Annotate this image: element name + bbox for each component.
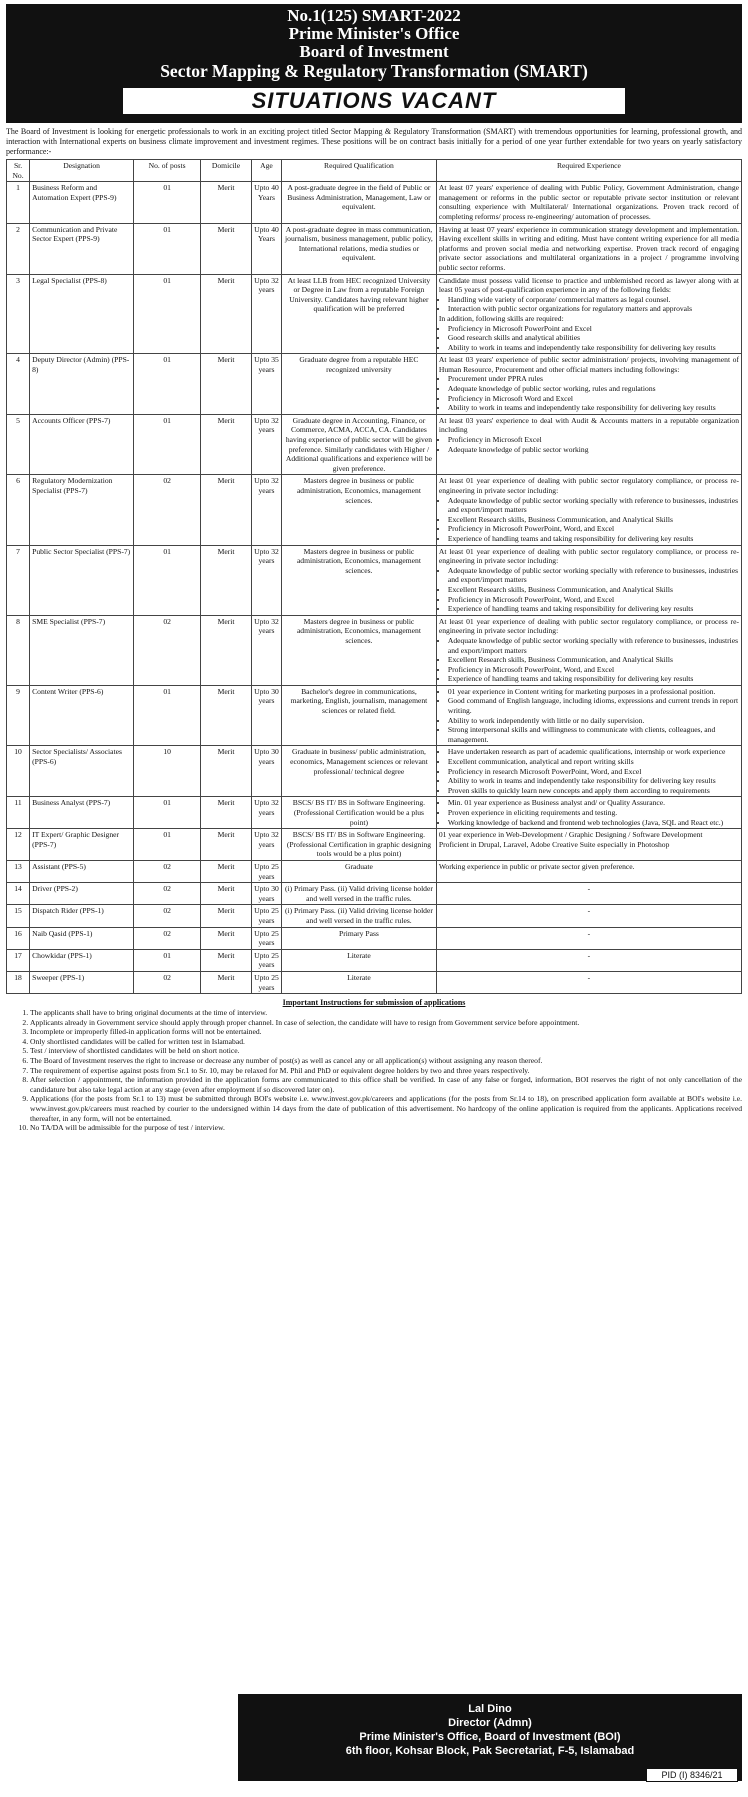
cell-experience	[436, 182, 741, 223]
cell-age: Upto 30 years	[251, 883, 281, 905]
experience-bullet: • Proficiency in research Microsoft PowerPoint, Word, and Excel	[448, 767, 739, 777]
cell-sr: 1	[7, 182, 30, 223]
instructions-title: Important Instructions for submission of applications	[282, 998, 466, 1008]
cell-age: Upto 30 years	[251, 685, 281, 746]
experience-bullet: • Proficiency in Microsoft PowerPoint, Word, and Excel	[448, 524, 739, 534]
cell-posts: 01	[134, 545, 201, 615]
cell-domicile: Merit	[201, 354, 252, 415]
board-name: Board of Investment	[299, 42, 449, 61]
table-row	[7, 274, 742, 354]
experience-bullet: • Proficiency in Microsoft Word and Excel	[448, 394, 739, 404]
cell-experience	[436, 615, 741, 685]
cell-sr: 18	[7, 971, 30, 993]
cell-age: Upto 32 years	[251, 545, 281, 615]
cell-sr: 17	[7, 949, 30, 971]
cell-posts: 01	[134, 949, 201, 971]
experience-bullet: • Adequate knowledge of public sector working	[448, 445, 739, 455]
cell-sr: 4	[7, 354, 30, 415]
cell-designation: Accounts Officer (PPS-7)	[30, 414, 134, 475]
experience-text: -	[587, 884, 591, 894]
experience-bullet: • Good research skills and analytical abilities	[448, 333, 739, 343]
cell-designation: Regulatory Modernization Specialist (PPS-7)	[30, 475, 134, 545]
experience-bullet: • Proven skills to quickly learn new concepts and apply them according to requirements	[448, 786, 739, 796]
cell-domicile: Merit	[201, 475, 252, 545]
cell-qualification: Literate	[282, 949, 437, 971]
experience-bullet: • Good command of English language, including idioms, expressions and current trends in report writing.	[448, 696, 739, 715]
experience-bullets	[439, 636, 739, 684]
cell-posts: 02	[134, 615, 201, 685]
table-row	[7, 615, 742, 685]
header-sr-no: Sr. No.	[7, 160, 30, 182]
cell-sr: 15	[7, 905, 30, 927]
experience-text: At least 01 year experience of dealing with public sector regulatory compliance, or process re-engineering in private sector including:	[438, 476, 739, 495]
experience-bullet: • Ability to work in teams and independently take responsibility for delivering key results	[448, 776, 739, 786]
cell-age: Upto 25 years	[251, 927, 281, 949]
table-row	[7, 414, 742, 475]
cell-age: Upto 25 years	[251, 905, 281, 927]
experience-bullet: • Proficiency in Microsoft PowerPoint and Excel	[448, 324, 739, 334]
instruction-item: 6. The Board of Investment reserves the right to increase or decrease any number of post(s) as well as cancel any or all application(s) without assigning any reason thereof.	[30, 1056, 742, 1066]
cell-domicile: Merit	[201, 829, 252, 861]
experience-bullet: • Excellent Research skills, Business Communication, and Analytical Skills	[448, 515, 739, 525]
cell-age: Upto 35 years	[251, 354, 281, 415]
cell-age: Upto 25 years	[251, 949, 281, 971]
office-name: Prime Minister's Office	[288, 24, 460, 43]
experience-bullet: • Adequate knowledge of public sector working specially with reference to businesses, industries and export/import matters	[448, 566, 739, 585]
cell-age: Upto 32 years	[251, 615, 281, 685]
cell-qualification: (i) Primary Pass. (ii) Valid driving license holder and well versed in the traffic rules.	[282, 883, 437, 905]
experience-text: At least 01 year experience of dealing with public sector regulatory compliance, or process re-engineering in private sector including:	[438, 616, 739, 636]
experience-bullets	[439, 435, 739, 454]
instruction-item: 8. After selection / appointment, the information provided in the application forms are communicated to this office shall be verified. In case of any false or forged, information, BOI reserves the right of not only cancellation of the candidature but also take legal action at any stage (even after employment if so discovered later on).	[30, 1075, 742, 1094]
experience-bullet: • Ability to work in teams and independently take responsibility for delivering key results	[448, 403, 739, 413]
cell-domicile: Merit	[201, 746, 252, 797]
cell-qualification: BSCS/ BS IT/ BS in Software Engineering. (Professional Certification would be a plus point)	[282, 797, 437, 829]
experience-text: -	[587, 972, 591, 982]
cell-designation: Deputy Director (Admin) (PPS-8)	[30, 354, 134, 415]
cell-posts: 01	[134, 182, 201, 223]
cell-qualification: Literate	[282, 971, 437, 993]
header-age: Age	[251, 160, 281, 182]
cell-domicile: Merit	[201, 274, 252, 354]
cell-designation: Driver (PPS-2)	[30, 883, 134, 905]
cell-designation: IT Expert/ Graphic Designer (PPS-7)	[30, 829, 134, 861]
experience-bullet: • Experience of handling teams and taking responsibility for delivering key results	[448, 604, 739, 614]
cell-domicile: Merit	[201, 615, 252, 685]
cell-designation: Dispatch Rider (PPS-1)	[30, 905, 134, 927]
cell-domicile: Merit	[201, 797, 252, 829]
experience-text: -	[587, 950, 591, 960]
experience-bullet: • Ability to work independently with little or no daily supervision.	[448, 716, 739, 726]
experience-bullet: • Have undertaken research as part of academic qualifications, internship or work experience	[448, 747, 739, 757]
signatory-name: Lal Dino	[468, 1703, 512, 1715]
experience-text: -	[587, 906, 591, 916]
cell-posts: 01	[134, 414, 201, 475]
experience-bullet: • Proficiency in Microsoft PowerPoint, Word, and Excel	[448, 595, 739, 605]
cell-domicile: Merit	[201, 971, 252, 993]
cell-designation: Legal Specialist (PPS-8)	[30, 274, 134, 354]
experience-bullet: • Excellent Research skills, Business Communication, and Analytical Skills	[448, 585, 739, 595]
cell-qualification: BSCS/ BS IT/ BS in Software Engineering. (Professional Certification in graphic designing tools would be a plus point)	[282, 829, 437, 861]
experience-text: Working experience in public or private sector given preference.	[438, 861, 635, 871]
experience-text: Having at least 07 years' experience in communication strategy development and implementation. Having excellent skills in writing and editing. Must have content writing experience for all media platforms and proven social media and networking expertise. Proven track record of engaging private sector associations and multilateral organizations in a project / programme involving public sector reforms.	[438, 224, 739, 272]
cell-domicile: Merit	[201, 860, 252, 882]
instruction-item: 3. Incomplete or improperly filled-in application forms will not be entertained.	[30, 1027, 742, 1037]
cell-sr: 9	[7, 685, 30, 746]
cell-age: Upto 25 years	[251, 971, 281, 993]
experience-bullet: • Ability to work in teams and independently take responsibility for delivering key results	[448, 343, 739, 353]
experience-bullet: • Experience of handling teams and taking responsibility for delivering key results	[448, 534, 739, 544]
cell-sr: 10	[7, 746, 30, 797]
cell-qualification: Graduate degree in Accounting, Finance, or Commerce, ACMA, ACCA, CA. Candidates having experience of public sector will be given preference. Similarly candidates with Higher / Additional qualifications and experience will be given preference.	[282, 414, 437, 475]
experience-bullet: • Interaction with public sector organizations for regulatory matters and approvals	[448, 304, 739, 314]
cell-experience	[436, 274, 741, 354]
header-posts: No. of posts	[134, 160, 201, 182]
cell-posts: 01	[134, 223, 201, 274]
cell-sr: 3	[7, 274, 30, 354]
experience-text: 01 year experience in Web-Development / Graphic Designing / Software Development	[438, 830, 703, 840]
table-row	[7, 829, 742, 861]
cell-qualification: Primary Pass	[282, 927, 437, 949]
cell-qualification: Graduate degree from a reputable HEC recognized university	[282, 354, 437, 415]
experience-bullets	[439, 747, 739, 795]
experience-text: At least 01 year experience of dealing with public sector regulatory compliance, or process re-engineering in private sector including:	[438, 546, 739, 566]
cell-designation: Sweeper (PPS-1)	[30, 971, 134, 993]
experience-bullet: • Excellent Research skills, Business Communication, and Analytical Skills	[448, 655, 739, 665]
header-block	[6, 4, 742, 123]
cell-designation: Communication and Private Sector Expert (PPS-9)	[30, 223, 134, 274]
cell-sr: 13	[7, 860, 30, 882]
cell-designation: Chowkidar (PPS-1)	[30, 949, 134, 971]
experience-bullet: • Working knowledge of backend and frontend web technologies (Java, SQL and React etc.)	[448, 818, 739, 828]
cell-experience	[436, 860, 741, 882]
cell-experience	[436, 971, 741, 993]
cell-domicile: Merit	[201, 905, 252, 927]
cell-designation: Business Analyst (PPS-7)	[30, 797, 134, 829]
cell-age: Upto 32 years	[251, 829, 281, 861]
cell-posts: 02	[134, 905, 201, 927]
cell-experience	[436, 829, 741, 861]
cell-posts: 01	[134, 797, 201, 829]
cell-sr: 11	[7, 797, 30, 829]
experience-bullet: • Experience of handling teams and taking responsibility for delivering key results	[448, 674, 739, 684]
cell-experience	[436, 545, 741, 615]
address: 6th floor, Kohsar Block, Pak Secretariat, F-5, Islamabad	[345, 1745, 635, 1757]
cell-age: Upto 32 years	[251, 414, 281, 475]
cell-age: Upto 40 Years	[251, 223, 281, 274]
cell-sr: 5	[7, 414, 30, 475]
cell-experience	[436, 354, 741, 415]
situations-vacant-banner: SITUATIONS VACANT	[120, 85, 628, 117]
cell-posts: 01	[134, 829, 201, 861]
cell-experience	[436, 746, 741, 797]
cell-designation: SME Specialist (PPS-7)	[30, 615, 134, 685]
table-row	[7, 860, 742, 882]
experience-bullet: • Adequate knowledge of public sector working specially with reference to businesses, industries and export/import matters	[448, 636, 739, 655]
cell-sr: 7	[7, 545, 30, 615]
cell-posts: 01	[134, 354, 201, 415]
cell-qualification: At least LLB from HEC recognized University or Degree in Law from a reputable Foreign University. Candidates having relevant higher qualification will be preferred	[282, 274, 437, 354]
pid-number: PID (I) 8346/21	[646, 1768, 738, 1782]
cell-experience	[436, 797, 741, 829]
experience-bullets	[439, 374, 739, 412]
instruction-item: 9. Applications (for the posts from Sr.1 to 13) must be submitted through BOI's website i.e. www.invest.gov.pk/careers and applications (for the posts from Sr.14 to 18), on prescribed application form available at BOI's website i.e. www.invest.gov.pk/careers must reached by courier to the undersigned within 14 days from the date of publication of this advertisement. No hardcopy of the online application is required from the applicants. Applications received thereafter, in any form, will not be entertained.	[30, 1094, 742, 1123]
vacancy-table	[6, 159, 742, 994]
table-header-row	[7, 160, 742, 182]
cell-designation: Content Writer (PPS-6)	[30, 685, 134, 746]
table-row	[7, 797, 742, 829]
cell-sr: 12	[7, 829, 30, 861]
experience-bullets	[439, 295, 739, 314]
cell-age: Upto 30 years	[251, 746, 281, 797]
cell-qualification: Masters degree in business or public administration, Economics, management sciences.	[282, 615, 437, 685]
cell-designation: Naib Qasid (PPS-1)	[30, 927, 134, 949]
cell-age: Upto 32 years	[251, 475, 281, 545]
instruction-item: 1. The applicants shall have to bring original documents at the time of interview.	[30, 1008, 742, 1018]
cell-domicile: Merit	[201, 414, 252, 475]
table-row	[7, 182, 742, 223]
vacancy-table-body	[7, 182, 742, 994]
experience-bullets	[439, 324, 739, 353]
cell-sr: 2	[7, 223, 30, 274]
cell-domicile: Merit	[201, 685, 252, 746]
cell-experience	[436, 223, 741, 274]
cell-designation: Assistant (PPS-5)	[30, 860, 134, 882]
cell-sr: 16	[7, 927, 30, 949]
experience-text: Candidate must possess valid license to practice and unblemished record as lawyer along with at least 05 years of post-qualification experience in any of the following fields:	[438, 275, 739, 295]
cell-experience	[436, 475, 741, 545]
cell-domicile: Merit	[201, 949, 252, 971]
cell-experience	[436, 414, 741, 475]
table-row	[7, 949, 742, 971]
experience-bullet: • Proficiency in Microsoft PowerPoint, Word, and Excel	[448, 665, 739, 675]
experience-bullet: • 01 year experience in Content writing for marketing purposes in a professional position.	[448, 687, 739, 697]
instruction-item: 5. Test / interview of shortlisted candidates will be held on short notice.	[30, 1046, 742, 1056]
experience-additional: In addition, following skills are required:	[438, 313, 564, 323]
cell-experience	[436, 927, 741, 949]
cell-qualification: Masters degree in business or public administration, Economics, management sciences.	[282, 475, 437, 545]
instruction-item: 4. Only shortlisted candidates will be called for written test in Islamabad.	[30, 1037, 742, 1047]
cell-sr: 6	[7, 475, 30, 545]
experience-bullets	[439, 687, 739, 745]
table-row	[7, 354, 742, 415]
experience-text: At least 03 years' experience to deal with Audit & Accounts matters in a reputable organization including	[438, 415, 739, 435]
cell-domicile: Merit	[201, 927, 252, 949]
table-row	[7, 927, 742, 949]
table-row	[7, 971, 742, 993]
experience-bullet: • Excellent communication, analytical and report writing skills	[448, 757, 739, 767]
cell-qualification: Masters degree in business or public administration, Economics, management sciences.	[282, 545, 437, 615]
cell-qualification: Bachelor's degree in communications, marketing, English, journalism, management sciences or related field.	[282, 685, 437, 746]
cell-designation: Business Reform and Automation Expert (PPS-9)	[30, 182, 134, 223]
experience-bullet: • Procurement under PPRA rules	[448, 374, 739, 384]
cell-qualification: A post-graduate degree in the field of Public or Business Administration, Management, Law or equivalent.	[282, 182, 437, 223]
table-row	[7, 746, 742, 797]
header-designation: Designation	[30, 160, 134, 182]
experience-bullet: • Strong interpersonal skills and willingness to communicate with clients, colleagues, and management.	[448, 725, 739, 744]
experience-bullet: • Proven experience in eliciting requirements and testing.	[448, 808, 739, 818]
experience-text: -	[587, 928, 591, 938]
cell-experience	[436, 905, 741, 927]
signatory-title: Director (Admn)	[448, 1717, 532, 1729]
cell-age: Upto 25 years	[251, 860, 281, 882]
instruction-item: 10. No TA/DA will be admissible for the purpose of test / interview.	[30, 1123, 742, 1133]
instruction-item: 2. Applicants already in Government service should apply through proper channel. In case of selection, the candidate will have to resign from Government service before appointment.	[30, 1018, 742, 1028]
organization: Prime Minister's Office, Board of Investment (BOI)	[359, 1731, 621, 1743]
cell-domicile: Merit	[201, 182, 252, 223]
cell-posts: 02	[134, 475, 201, 545]
experience-bullets	[439, 496, 739, 544]
cell-experience	[436, 949, 741, 971]
header-qualification: Required Qualification	[282, 160, 437, 182]
experience-text: At least 07 years' experience of dealing with Public Policy, Government Administration, change management or reforms in the public sector or reputable private sector institution or relevant consulting experience with Multilateral/ International organizations. Proven track record of completing reforms/ process re-engineering/ automation of processes.	[438, 183, 739, 221]
experience-bullets	[439, 798, 739, 827]
cell-sr: 8	[7, 615, 30, 685]
reference-number: No.1(125) SMART-2022	[287, 6, 461, 25]
experience-text: At least 03 years' experience of public sector administration/ projects, involving management of Human Resource, Procurement and other official matters including followings:	[438, 355, 739, 374]
cell-age: Upto 40 Years	[251, 182, 281, 223]
experience-bullet: • Min. 01 year experience as Business analyst and/ or Quality Assurance.	[448, 798, 739, 808]
experience-bullet: • Proficiency in Microsoft Excel	[448, 435, 739, 445]
cell-designation: Sector Specialists/ Associates (PPS-6)	[30, 746, 134, 797]
cell-qualification: (i) Primary Pass. (ii) Valid driving license holder and well versed in the traffic rules.	[282, 905, 437, 927]
table-row	[7, 685, 742, 746]
cell-qualification: Graduate in business/ public administration, economics, Management sciences or relevant professional/ technical degree	[282, 746, 437, 797]
experience-additional: Proficient in Drupal, Laravel, Adobe Creative Suite especially in Photoshop	[438, 839, 670, 849]
cell-posts: 02	[134, 971, 201, 993]
experience-bullet: • Adequate knowledge of public sector working specially with reference to businesses, industries and export/import matters	[448, 496, 739, 515]
cell-sr: 14	[7, 883, 30, 905]
cell-qualification: Graduate	[282, 860, 437, 882]
cell-posts: 01	[134, 274, 201, 354]
table-row	[7, 475, 742, 545]
cell-posts: 10	[134, 746, 201, 797]
table-row	[7, 223, 742, 274]
cell-domicile: Merit	[201, 545, 252, 615]
table-row	[7, 883, 742, 905]
project-name: Sector Mapping & Regulatory Transformation (SMART)	[160, 61, 588, 81]
cell-posts: 02	[134, 860, 201, 882]
instructions-list	[6, 1008, 742, 1133]
experience-bullets	[439, 566, 739, 614]
cell-experience	[436, 883, 741, 905]
cell-age: Upto 32 years	[251, 797, 281, 829]
cell-posts: 02	[134, 883, 201, 905]
cell-domicile: Merit	[201, 883, 252, 905]
experience-bullet: • Handling wide variety of corporate/ commercial matters as legal counsel.	[448, 295, 739, 305]
table-row	[7, 545, 742, 615]
cell-posts: 01	[134, 685, 201, 746]
cell-age: Upto 32 years	[251, 274, 281, 354]
header-experience: Required Experience	[436, 160, 741, 182]
cell-experience	[436, 685, 741, 746]
header-domicile: Domicile	[201, 160, 252, 182]
intro-paragraph: The Board of Investment is looking for energetic professionals to work in an exciting project titled Sector Mapping & Regulatory Transformation (SMART) with tremendous opportunities for learning, professional growth, and interaction with International experts on business climate improvement and investment regimes. These positions will be on contract basis initially for a period of one year further extendable for two years on yearly satisfactory performance:-	[6, 127, 742, 156]
cell-qualification: A post-graduate degree in mass communication, journalism, business management, public policy, International relations, media studies or equivalent.	[282, 223, 437, 274]
cell-designation: Public Sector Specialist (PPS-7)	[30, 545, 134, 615]
table-row	[7, 905, 742, 927]
cell-posts: 02	[134, 927, 201, 949]
experience-bullet: • Adequate knowledge of public sector working, rules and regulations	[448, 384, 739, 394]
cell-domicile: Merit	[201, 223, 252, 274]
instruction-item: 7. The requirement of expertise against posts from Sr.1 to Sr. 10, may be relaxed for M. Phil and PhD or equivalent degree holders by two and three years respectively.	[30, 1066, 742, 1076]
